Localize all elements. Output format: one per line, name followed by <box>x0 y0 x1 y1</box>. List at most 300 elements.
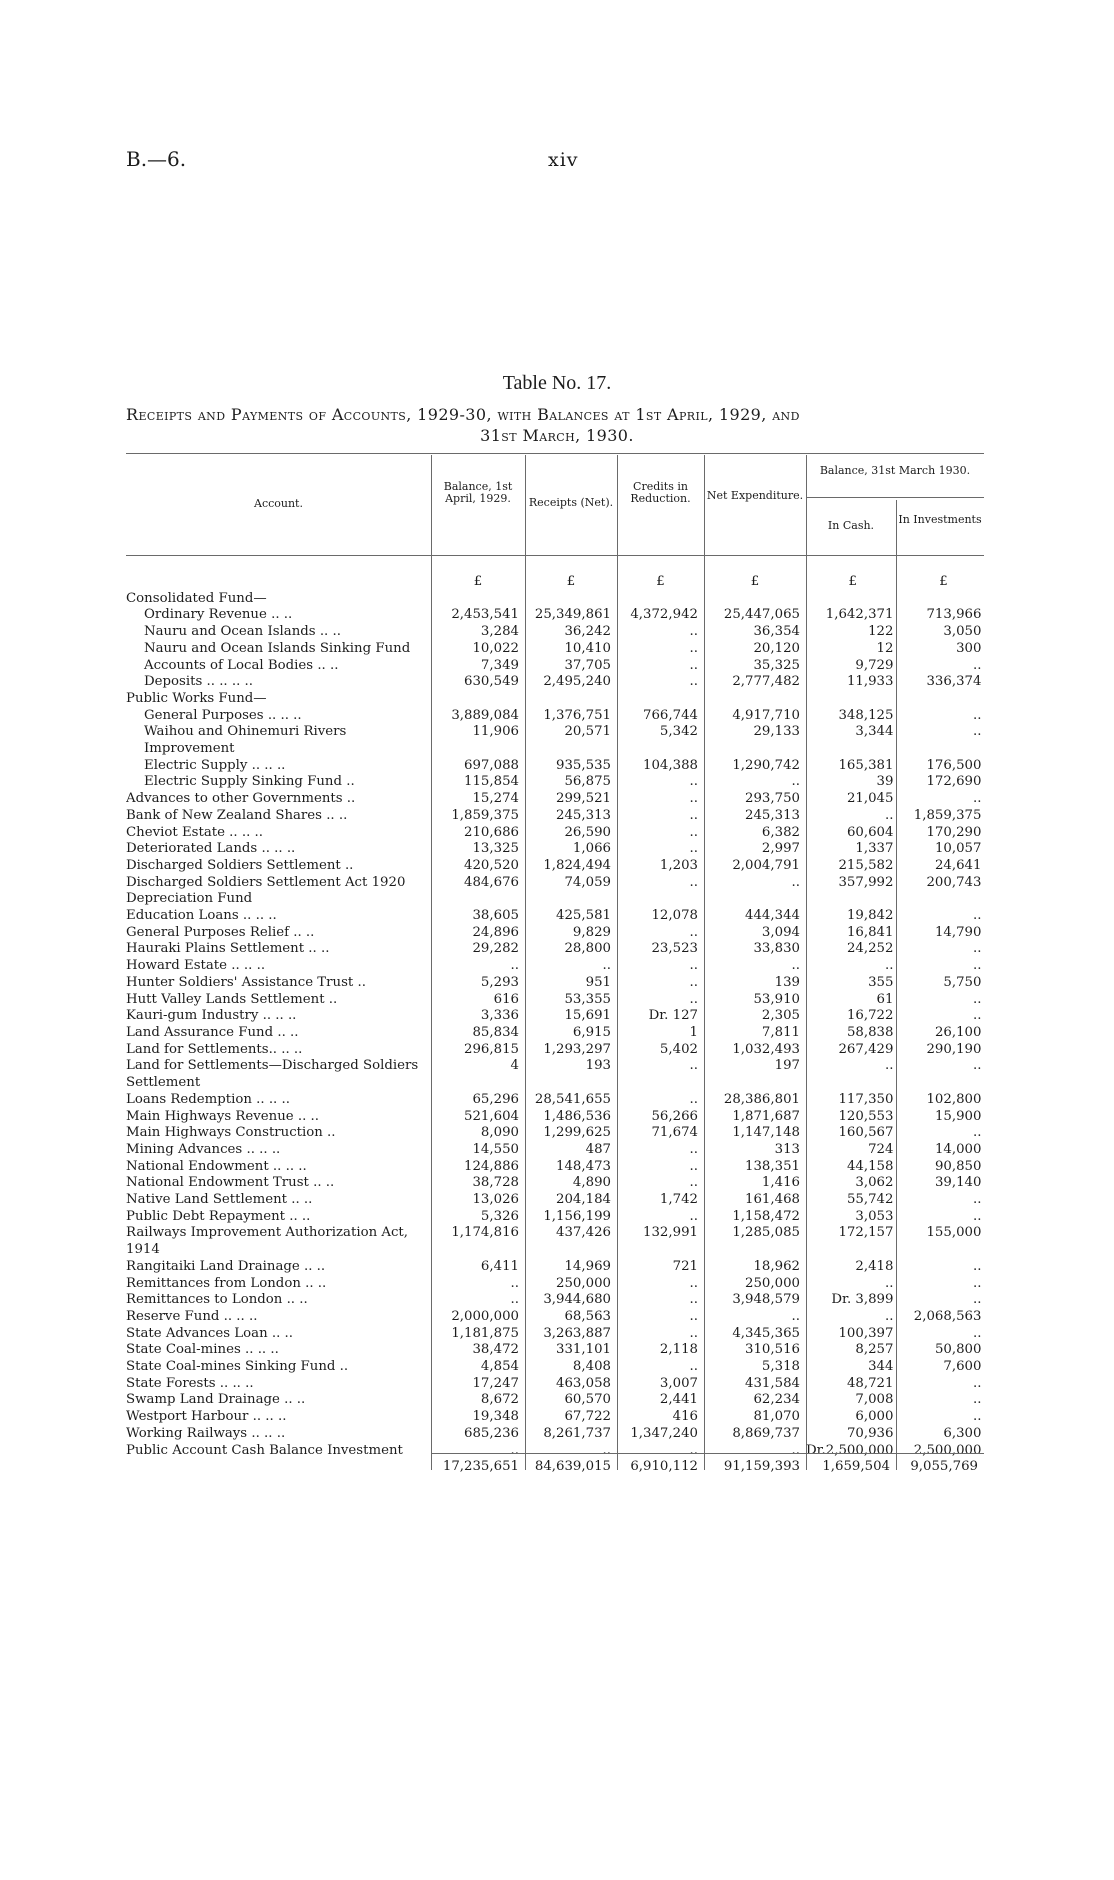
cell-in-investments: 39,140 <box>934 1175 982 1191</box>
table-row <box>126 774 987 791</box>
account-name: Rangitaiki Land Drainage .. .. <box>126 1258 326 1274</box>
cell-net-expenditure: 1,285,085 <box>732 1225 800 1241</box>
account-name: Swamp Land Drainage .. .. <box>126 1392 306 1408</box>
cell-in-investments: 14,000 <box>934 1141 982 1157</box>
table-row <box>126 992 987 1009</box>
cell-in-investments: .. <box>973 1375 982 1391</box>
cell-net-expenditure: 53,910 <box>753 991 800 1007</box>
cell-balance-1929: 38,728 <box>472 1175 519 1191</box>
cell-in-cash: 172,157 <box>838 1225 894 1241</box>
cell-net-expenditure: 3,094 <box>761 924 800 940</box>
cell-credits: 5,342 <box>659 724 698 740</box>
cell-in-cash: 267,429 <box>838 1041 894 1057</box>
cell-receipts: 487 <box>585 1141 611 1157</box>
account-name: Waihou and Ohinemuri Rivers Improvement <box>144 724 347 757</box>
cell-credits: 71,674 <box>651 1125 698 1141</box>
cell-balance-1929: .. <box>510 1292 519 1308</box>
totals-spacer <box>126 1456 431 1476</box>
cell-balance-1929 <box>431 591 525 608</box>
cell-receipts: 67,722 <box>564 1409 611 1425</box>
cell-receipts: 1,824,494 <box>543 857 611 873</box>
cell-balance-1929: 85,834 <box>472 1024 519 1040</box>
cell-balance-1929 <box>431 691 525 708</box>
account-name: Land for Settlements.. .. .. <box>126 1041 303 1057</box>
cell-balance-1929: 4,854 <box>480 1359 519 1375</box>
table-row <box>126 958 987 975</box>
cell-in-cash: 58,838 <box>846 1024 894 1040</box>
currency-spacer <box>126 574 431 591</box>
cell-in-cash: 122 <box>868 624 894 640</box>
cell-net-expenditure: 1,147,148 <box>732 1125 800 1141</box>
cell-net-expenditure: 25,447,065 <box>723 607 800 623</box>
cell-balance-1929: 11,906 <box>472 724 519 740</box>
account-name: Bank of New Zealand Shares .. .. <box>126 807 348 823</box>
cell-credits: .. <box>689 1308 698 1324</box>
account-name: Discharged Soldiers Settlement Act 1920 Depreciation Fund <box>126 874 406 907</box>
account-name: State Coal-mines Sinking Fund .. <box>126 1359 349 1375</box>
cell-in-cash: 120,553 <box>838 1108 894 1124</box>
cell-in-investments: 24,641 <box>934 857 982 873</box>
cell-net-expenditure: 138,351 <box>745 1158 800 1174</box>
cell-credits: 1,742 <box>659 1192 698 1208</box>
cell-in-investments: 26,100 <box>934 1024 982 1040</box>
col-balance-1930-header: Balance, 31st March 1930. <box>819 464 971 477</box>
account-name: Kauri-gum Industry .. .. .. <box>126 1008 297 1024</box>
cell-credits: 766,744 <box>643 707 698 723</box>
cell-credits: .. <box>689 924 698 940</box>
cell-in-investments: .. <box>973 1008 982 1024</box>
cell-in-cash: 21,045 <box>846 791 894 807</box>
cell-credits: .. <box>689 1141 698 1157</box>
cell-in-cash: 8,257 <box>855 1342 894 1358</box>
cell-credits: 1,203 <box>659 857 698 873</box>
cell-in-cash: 117,350 <box>838 1091 894 1107</box>
cell-in-investments: .. <box>973 1258 982 1274</box>
cell-receipts: 8,261,737 <box>543 1425 611 1441</box>
cell-net-expenditure: 2,004,791 <box>732 857 800 873</box>
cell-credits: 5,402 <box>659 1041 698 1057</box>
cell-balance-1929: .. <box>510 1442 519 1458</box>
cell-balance-1929: 5,326 <box>480 1208 519 1224</box>
account-name: National Endowment Trust .. .. <box>126 1175 335 1191</box>
cell-balance-1929: 697,088 <box>464 757 519 773</box>
account-name: Hunter Soldiers' Assistance Trust .. <box>126 974 366 990</box>
cell-in-cash: 357,992 <box>838 874 894 890</box>
cell-in-investments: 90,850 <box>934 1158 982 1174</box>
cell-in-investments: 5,750 <box>943 974 982 990</box>
total-in-cash: 1,659,504 <box>822 1458 890 1474</box>
cell-in-cash: 1,337 <box>855 841 894 857</box>
cell-balance-1929: 8,090 <box>480 1125 519 1141</box>
table-row <box>126 1175 987 1192</box>
cell-credits <box>617 691 704 708</box>
cell-balance-1929: 4 <box>510 1058 519 1074</box>
cell-in-investments: .. <box>973 991 982 1007</box>
cell-net-expenditure: 444,344 <box>745 908 800 924</box>
cell-receipts: 25,349,861 <box>534 607 611 623</box>
cell-net-expenditure: 197 <box>774 1058 800 1074</box>
total-balance-1929: 17,235,651 <box>442 1458 519 1474</box>
cell-receipts: 204,184 <box>556 1192 611 1208</box>
accounts-table-body <box>126 574 987 1459</box>
cell-in-cash: .. <box>885 807 894 823</box>
cell-in-cash: 3,053 <box>855 1208 894 1224</box>
cell-receipts: 9,829 <box>572 924 611 940</box>
cell-receipts: 437,426 <box>556 1225 611 1241</box>
cell-balance-1929: 7,349 <box>480 657 519 673</box>
cell-receipts: 331,101 <box>556 1342 611 1358</box>
currency-symbol: £ <box>566 574 576 589</box>
cell-receipts: 2,495,240 <box>543 674 611 690</box>
cell-balance-1929: 38,605 <box>472 908 519 924</box>
cell-receipts: 20,571 <box>564 724 611 740</box>
cell-net-expenditure: 1,416 <box>761 1175 800 1191</box>
cell-receipts: 74,059 <box>564 874 611 890</box>
cell-in-cash: 39 <box>876 774 894 790</box>
cell-credits: 132,991 <box>643 1225 698 1241</box>
cell-in-investments: .. <box>973 1192 982 1208</box>
cell-balance-1929: 115,854 <box>464 774 519 790</box>
cell-in-investments: .. <box>973 707 982 723</box>
cell-credits: .. <box>689 1208 698 1224</box>
cell-in-investments: 14,790 <box>934 924 982 940</box>
cell-balance-1929: 38,472 <box>472 1342 519 1358</box>
cell-net-expenditure <box>704 691 806 708</box>
cell-balance-1929: 616 <box>493 991 519 1007</box>
table-row <box>126 1042 987 1059</box>
table-row <box>126 708 987 725</box>
cell-balance-1929: 10,022 <box>472 640 519 656</box>
cell-in-investments: 200,743 <box>926 874 982 890</box>
cell-in-cash: .. <box>885 1275 894 1291</box>
cell-credits: 1,347,240 <box>630 1425 698 1441</box>
totals-table <box>126 1456 984 1476</box>
header-top-rule <box>126 453 984 454</box>
cell-in-investments: .. <box>973 1275 982 1291</box>
cell-in-investments <box>899 591 987 608</box>
cell-in-cash: 16,841 <box>846 924 894 940</box>
cell-balance-1929: 14,550 <box>472 1141 519 1157</box>
cell-balance-1929: 1,174,816 <box>451 1225 519 1241</box>
table-row <box>126 674 987 691</box>
cell-in-cash: Dr.2,500,000 <box>806 1442 894 1458</box>
page-reference: B.—6. <box>126 147 187 171</box>
table-row <box>126 1309 987 1326</box>
cell-receipts: 245,313 <box>556 807 611 823</box>
cell-credits: 416 <box>672 1409 698 1425</box>
cell-in-cash: 165,381 <box>838 757 894 773</box>
total-net-expenditure: 91,159,393 <box>723 1458 800 1474</box>
account-name: Nauru and Ocean Islands Sinking Fund <box>144 640 411 656</box>
cell-receipts: 68,563 <box>564 1308 611 1324</box>
table-row <box>126 1276 987 1293</box>
table-row <box>126 1326 987 1343</box>
cell-credits: 1 <box>689 1024 698 1040</box>
col-account-header: Account. <box>254 497 303 510</box>
cell-in-investments: 50,800 <box>934 1342 982 1358</box>
table-row <box>126 1058 987 1091</box>
cell-net-expenditure: .. <box>791 1308 800 1324</box>
cell-in-cash: 3,344 <box>855 724 894 740</box>
cell-receipts: 56,875 <box>564 774 611 790</box>
cell-in-cash: 61 <box>876 991 894 1007</box>
col-receipts-header: Receipts (Net). <box>528 496 614 509</box>
cell-balance-1929: 685,236 <box>464 1425 519 1441</box>
cell-net-expenditure: 1,290,742 <box>732 757 800 773</box>
cell-net-expenditure: 33,830 <box>753 941 800 957</box>
table-row <box>126 941 987 958</box>
cell-net-expenditure: .. <box>791 874 800 890</box>
cell-net-expenditure: 2,777,482 <box>732 674 800 690</box>
cell-credits: .. <box>689 1091 698 1107</box>
account-name: Public Debt Repayment .. .. <box>126 1208 311 1224</box>
cell-in-cash: .. <box>885 1308 894 1324</box>
cell-receipts: 1,299,625 <box>543 1125 611 1141</box>
cell-credits <box>617 591 704 608</box>
cell-in-cash: 215,582 <box>838 857 894 873</box>
cell-in-investments <box>899 691 987 708</box>
account-name: State Advances Loan .. .. <box>126 1325 293 1341</box>
cell-receipts: 6,915 <box>572 1024 611 1040</box>
cell-net-expenditure: 139 <box>774 974 800 990</box>
account-name: Public Account Cash Balance Investment <box>126 1442 403 1458</box>
cell-in-investments: .. <box>973 1125 982 1141</box>
currency-symbol: £ <box>848 574 857 589</box>
table-row <box>126 808 987 825</box>
cell-balance-1929: 3,889,084 <box>451 707 519 723</box>
account-name: Ordinary Revenue .. .. <box>144 607 293 623</box>
cell-net-expenditure: 20,120 <box>753 640 800 656</box>
cell-in-investments: .. <box>973 1208 982 1224</box>
cell-balance-1929: 6,411 <box>480 1258 519 1274</box>
cell-balance-1929: 24,896 <box>472 924 519 940</box>
cell-credits: .. <box>689 657 698 673</box>
cell-credits: .. <box>689 991 698 1007</box>
cell-balance-1929: 296,815 <box>464 1041 519 1057</box>
cell-in-cash: 48,721 <box>846 1375 894 1391</box>
cell-net-expenditure: .. <box>791 958 800 974</box>
account-name: Land for Settlements—Discharged Soldiers Settlement <box>126 1058 419 1091</box>
cell-net-expenditure: 4,917,710 <box>732 707 800 723</box>
cell-net-expenditure: 2,305 <box>761 1008 800 1024</box>
cell-balance-1929: 13,026 <box>472 1192 519 1208</box>
cell-balance-1929: 5,293 <box>480 974 519 990</box>
cell-net-expenditure: 5,318 <box>761 1359 800 1375</box>
cell-receipts: 1,066 <box>572 841 611 857</box>
cell-in-investments: .. <box>973 941 982 957</box>
cell-balance-1929: 17,247 <box>472 1375 519 1391</box>
account-name: Deposits .. .. .. .. <box>144 674 254 690</box>
table-row <box>126 591 987 608</box>
account-name: Public Works Fund— <box>126 690 267 706</box>
cell-credits: 4,372,942 <box>630 607 698 623</box>
cell-in-investments: .. <box>973 1292 982 1308</box>
cell-credits: .. <box>689 841 698 857</box>
cell-net-expenditure: 62,234 <box>753 1392 800 1408</box>
cell-in-investments: 176,500 <box>926 757 982 773</box>
account-name: Land Assurance Fund .. .. <box>126 1024 299 1040</box>
cell-credits: .. <box>689 958 698 974</box>
total-receipts: 84,639,015 <box>534 1458 611 1474</box>
cell-in-cash: 355 <box>868 974 894 990</box>
cell-balance-1929: 15,274 <box>472 791 519 807</box>
table-row <box>126 975 987 992</box>
cell-receipts: 28,541,655 <box>534 1091 611 1107</box>
cell-in-investments: 3,050 <box>943 624 982 640</box>
cell-credits: 56,266 <box>651 1108 698 1124</box>
account-name: Reserve Fund .. .. .. <box>126 1308 258 1324</box>
cell-receipts: 425,581 <box>556 908 611 924</box>
account-name: Hauraki Plains Settlement .. .. <box>126 941 330 957</box>
cell-credits: .. <box>689 1158 698 1174</box>
cell-net-expenditure: 1,158,472 <box>732 1208 800 1224</box>
col-credits-header: Credits in Reduction. <box>630 480 691 505</box>
cell-in-cash: 16,722 <box>846 1008 894 1024</box>
table-row <box>126 624 987 641</box>
cell-receipts: 463,058 <box>556 1375 611 1391</box>
cell-balance-1929: .. <box>510 958 519 974</box>
cell-in-cash: 55,742 <box>846 1192 894 1208</box>
cell-in-cash: 6,000 <box>855 1409 894 1425</box>
table-row <box>126 858 987 875</box>
cell-in-investments: .. <box>973 1409 982 1425</box>
cell-credits: .. <box>689 874 698 890</box>
totals-rule <box>431 1453 984 1454</box>
cell-net-expenditure: 245,313 <box>745 807 800 823</box>
cell-balance-1929: 420,520 <box>464 857 519 873</box>
col-in-investments-header: In Investments <box>898 513 982 526</box>
cell-receipts: 60,570 <box>564 1392 611 1408</box>
cell-in-investments: 713,966 <box>926 607 982 623</box>
cell-net-expenditure: 293,750 <box>745 791 800 807</box>
cell-balance-1929: 210,686 <box>464 824 519 840</box>
table-row <box>126 641 987 658</box>
cell-credits: .. <box>689 1058 698 1074</box>
cell-net-expenditure <box>704 591 806 608</box>
cell-receipts: 299,521 <box>556 791 611 807</box>
table-row <box>126 1209 987 1226</box>
cell-receipts: 15,691 <box>564 1008 611 1024</box>
cell-receipts: 193 <box>585 1058 611 1074</box>
cell-receipts: 951 <box>585 974 611 990</box>
cell-net-expenditure: 8,869,737 <box>732 1425 800 1441</box>
page-number: xiv <box>548 149 579 171</box>
cell-net-expenditure: 35,325 <box>753 657 800 673</box>
table-row <box>126 1426 987 1443</box>
cell-net-expenditure: 2,997 <box>761 841 800 857</box>
cell-credits: 2,441 <box>659 1392 698 1408</box>
cell-in-cash: 100,397 <box>838 1325 894 1341</box>
cell-in-investments: 290,190 <box>926 1041 982 1057</box>
cell-credits: 721 <box>672 1258 698 1274</box>
cell-in-cash: 3,062 <box>855 1175 894 1191</box>
account-name: Main Highways Revenue .. .. <box>126 1108 319 1124</box>
cell-credits: .. <box>689 1275 698 1291</box>
cell-in-cash: 44,158 <box>846 1158 894 1174</box>
cell-in-investments: .. <box>973 1325 982 1341</box>
cell-in-investments: 2,500,000 <box>913 1442 982 1458</box>
account-name: Westport Harbour .. .. .. <box>126 1409 287 1425</box>
cell-in-cash: 70,936 <box>846 1425 894 1441</box>
cell-credits: .. <box>689 1175 698 1191</box>
cell-receipts: 36,242 <box>564 624 611 640</box>
cell-credits: 23,523 <box>651 941 698 957</box>
cell-in-investments: .. <box>973 908 982 924</box>
account-name: General Purposes .. .. .. <box>144 707 302 723</box>
table-row <box>126 841 987 858</box>
cell-balance-1929: 2,000,000 <box>451 1308 519 1324</box>
table-number: Table No. 17. <box>502 372 612 394</box>
cell-credits: .. <box>689 774 698 790</box>
cell-in-investments: .. <box>973 657 982 673</box>
currency-symbol: £ <box>473 574 483 589</box>
cell-in-investments: 7,600 <box>943 1359 982 1375</box>
cell-receipts: .. <box>602 958 611 974</box>
table-row <box>126 1008 987 1025</box>
table-row <box>126 1392 987 1409</box>
cell-balance-1929: 1,181,875 <box>451 1325 519 1341</box>
currency-symbol: £ <box>750 574 760 589</box>
currency-symbol: £ <box>656 574 665 589</box>
cell-credits: .. <box>689 1442 698 1458</box>
currency-row <box>126 574 987 591</box>
cell-receipts: 3,263,887 <box>543 1325 611 1341</box>
cell-receipts: 3,944,680 <box>543 1292 611 1308</box>
table-row <box>126 1192 987 1209</box>
account-name: State Coal-mines .. .. .. <box>126 1342 279 1358</box>
table-row <box>126 825 987 842</box>
cell-in-investments: .. <box>973 958 982 974</box>
table-row <box>126 1142 987 1159</box>
cell-net-expenditure: 4,345,365 <box>732 1325 800 1341</box>
col-in-cash-header: In Cash. <box>827 519 875 532</box>
cell-in-cash: Dr. 3,899 <box>831 1292 894 1308</box>
currency-symbol: £ <box>939 574 948 589</box>
cell-in-investments: 300 <box>956 640 982 656</box>
totals-row <box>126 1456 984 1476</box>
cell-net-expenditure: 36,354 <box>753 624 800 640</box>
cell-balance-1929: 484,676 <box>464 874 519 890</box>
account-name: Howard Estate .. .. .. <box>126 958 266 974</box>
cell-receipts: 4,890 <box>572 1175 611 1191</box>
cell-credits: Dr. 127 <box>648 1008 698 1024</box>
cell-in-investments: 336,374 <box>926 674 982 690</box>
table-row <box>126 724 987 757</box>
table-row <box>126 1342 987 1359</box>
account-name: General Purposes Relief .. .. <box>126 924 315 940</box>
table-row <box>126 1109 987 1126</box>
cell-in-cash: 24,252 <box>846 941 894 957</box>
account-name: Deteriorated Lands .. .. .. <box>126 841 296 857</box>
cell-receipts <box>525 691 617 708</box>
balance-group-rule <box>806 497 984 498</box>
cell-credits: .. <box>689 824 698 840</box>
account-name: Main Highways Construction .. <box>126 1125 336 1141</box>
cell-net-expenditure: 6,382 <box>761 824 800 840</box>
table-row <box>126 607 987 624</box>
header-bottom-rule <box>126 555 984 556</box>
cell-in-cash: 348,125 <box>838 707 894 723</box>
cell-in-cash: 1,642,371 <box>825 607 894 623</box>
cell-in-cash: 344 <box>868 1359 894 1375</box>
table-row <box>126 1225 987 1258</box>
account-name: Native Land Settlement .. .. <box>126 1192 313 1208</box>
cell-in-investments: 155,000 <box>926 1225 982 1241</box>
cell-receipts: 1,486,536 <box>543 1108 611 1124</box>
cell-net-expenditure: 81,070 <box>753 1409 800 1425</box>
cell-in-cash: 11,933 <box>846 674 894 690</box>
account-name: Accounts of Local Bodies .. .. <box>144 657 339 673</box>
